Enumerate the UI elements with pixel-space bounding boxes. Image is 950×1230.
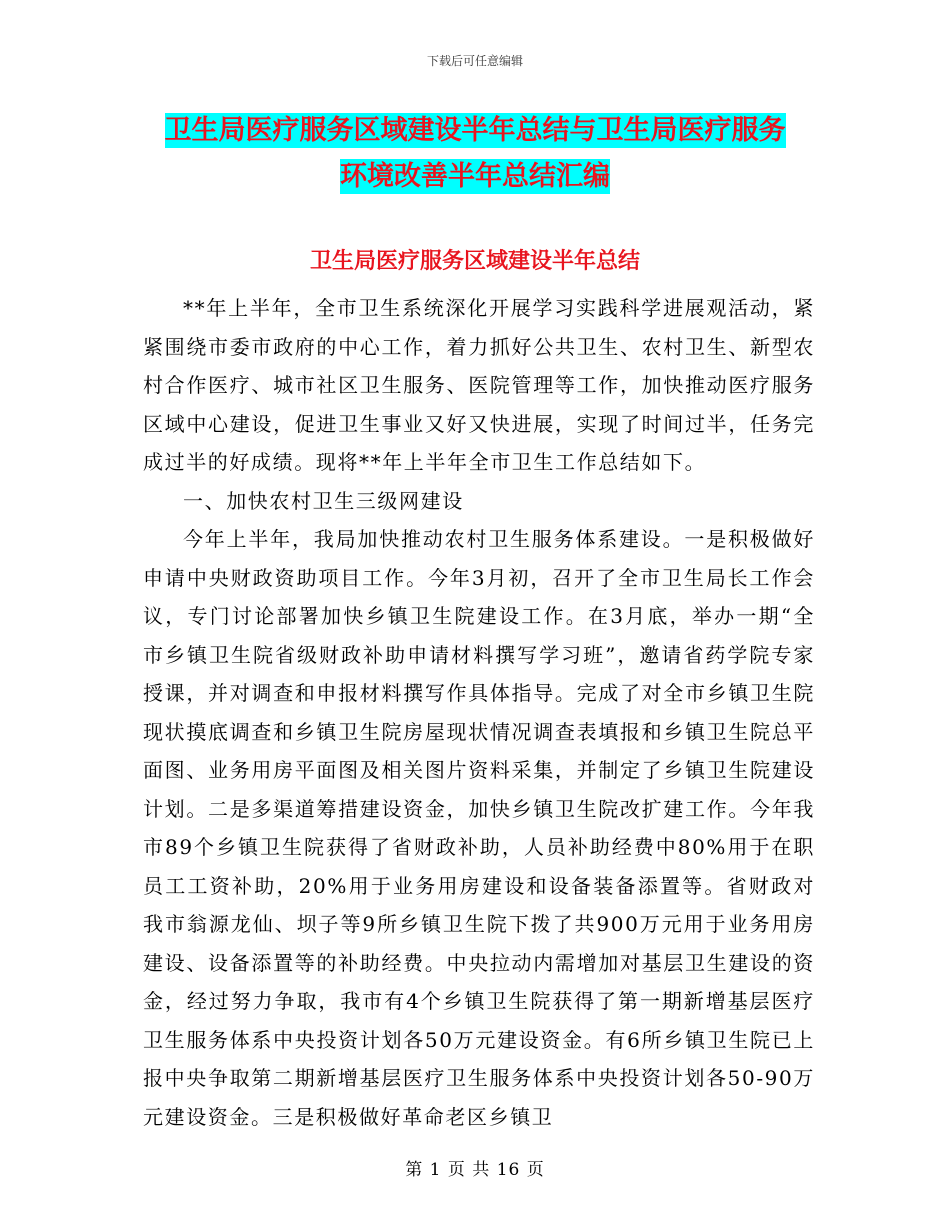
footer-prefix: 第 [405, 1160, 424, 1180]
footer-total-pages: 16 [496, 1160, 521, 1180]
section-title: 卫生局医疗服务区域建设半年总结 [309, 249, 640, 274]
footer-suffix: 页 [526, 1160, 545, 1180]
header-note: 下载后可任意编辑 [426, 54, 523, 68]
paragraph-heading-1: 一、加快农村卫生三级网建设 [183, 488, 464, 513]
paragraph-rural-health: 今年上半年，我局加快推动农村卫生服务体系建设。一是积极做好申请中央财政资助项目工作。今年3月初，召开了全市卫生局长工作会议，专门讨论部署加快乡镇卫生院建设工作。在3月底，举办一期“全市乡镇卫生院省级财政补助申请材料撰写学习班”，邀请省药学院专家授课，并对调查和申报材料撰写作具体指导。完成了对全市乡镇卫生院现状摸底调查和乡镇卫生院房屋现状情况调查表填报和乡镇卫生院总平面图、业务用房平面图及相关图片资料采集，并制定了乡镇卫生院建设计划。二是多渠道筹措建设资金，加快乡镇卫生院改扩建工作。今年我市89个乡镇卫生院获得了省财政补助，人员补助经费中80%用于在职员工工资补助，20%用于业务用房建设和设备装备添置等。省财政对我市翁源龙仙、坝子等9所乡镇卫生院下拨了共900万元用于业务用房建设、设备添置等的补助经费。中央拉动内需增加对基层卫生建设的资金，经过努力争取，我市有4个乡镇卫生院获得了第一期新增基层医疗卫生服务体系中央投资计划各50万元建设资金。有6所乡镇卫生院已上报中央争取第二期新增基层医疗卫生服务体系中央投资计划各50-90万元建设资金。三是积极做好革命老区乡镇卫 [143, 527, 815, 1129]
footer-mid: 页 共 [447, 1160, 491, 1180]
page-footer [0, 1155, 950, 1180]
document-title [0, 108, 950, 200]
document-title-line-1: 卫生局医疗服务区域建设半年总结与卫生局医疗服务 [164, 115, 786, 146]
document-title-line-2: 环境改善半年总结汇编 [340, 161, 610, 192]
footer-current-page: 1 [429, 1160, 442, 1180]
body-text [143, 289, 815, 1136]
paragraph-intro: **年上半年，全市卫生系统深化开展学习实践科学进展观活动，紧紧围绕市委市政府的中心工作，着力抓好公共卫生、农村卫生、新型农村合作医疗、城市社区卫生服务、医院管理等工作，加快推动医疗服务区域中心建设，促进卫生事业又好又快进展，实现了时间过半，任务完成过半的好成绩。现将**年上半年全市卫生工作总结如下。 [143, 296, 815, 474]
